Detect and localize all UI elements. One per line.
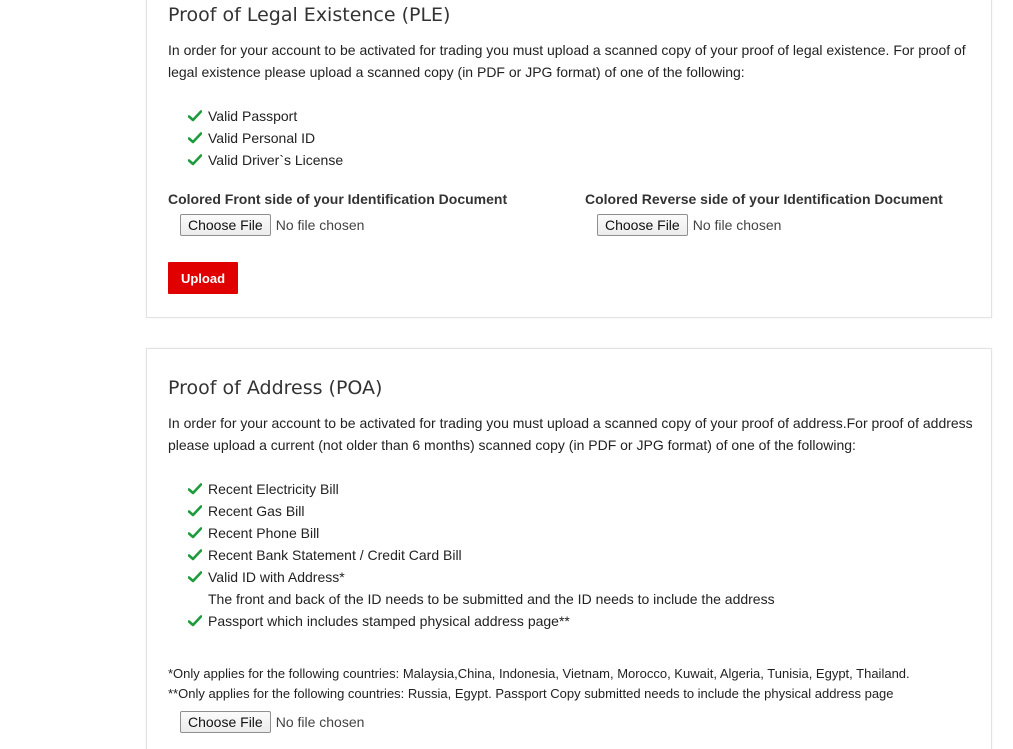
list-item — [188, 478, 775, 500]
check-icon — [188, 571, 202, 583]
list-item — [188, 127, 343, 149]
check-icon — [188, 154, 202, 166]
choose-file-button[interactable]: Choose File — [180, 214, 271, 236]
reverse-document-label: Colored Reverse side of your Identification Document — [585, 191, 943, 207]
front-document-label: Colored Front side of your Identification Document — [168, 191, 508, 207]
list-item-label: Valid Driver`s License — [208, 152, 344, 168]
footnote-countries: *Only applies for the following countries: Malaysia,China, Indonesia, Vietnam, Morocco, Kuwait, Algeria, Tunisia, Egypt, Thailand. — [168, 666, 910, 681]
list-item — [188, 500, 775, 522]
id-note: The front and back of the ID needs to be submitted and the ID needs to include the address — [208, 591, 775, 607]
ple-document-list — [188, 105, 343, 171]
ple-intro: In order for your account to be activated for trading you must upload a scanned copy of your proof of legal existence. For proof of legal existence please upload a scanned copy (in PDF or JPG format) of one of the following: — [168, 42, 966, 80]
poa-file-input[interactable] — [180, 711, 364, 733]
upload-button[interactable]: Upload — [168, 262, 238, 294]
list-item-label: Valid ID with Address* — [208, 569, 345, 585]
footnote-passport-countries: **Only applies for the following countries: Russia, Egypt. Passport Copy submitted needs to include the physical address page — [168, 686, 894, 701]
ple-panel — [146, 0, 992, 318]
check-icon — [188, 527, 202, 539]
check-icon — [188, 505, 202, 517]
check-icon — [188, 549, 202, 561]
choose-file-button[interactable]: Choose File — [180, 711, 271, 733]
poa-title: Proof of Address (POA) — [168, 377, 383, 399]
list-item-label: Passport which includes stamped physical address page** — [208, 613, 570, 629]
list-item — [188, 105, 343, 127]
check-icon — [188, 132, 202, 144]
list-item-label: Recent Phone Bill — [208, 525, 320, 541]
check-icon — [188, 483, 202, 495]
check-icon — [188, 110, 202, 122]
list-item-label: Valid Personal ID — [208, 130, 316, 146]
reverse-file-input[interactable] — [597, 214, 781, 236]
ple-title: Proof of Legal Existence (PLE) — [168, 4, 451, 26]
poa-panel — [146, 348, 992, 749]
list-item-label: Recent Electricity Bill — [208, 481, 339, 497]
list-item — [188, 610, 775, 632]
check-icon — [188, 615, 202, 627]
list-item — [188, 149, 343, 171]
list-item — [188, 544, 775, 566]
poa-document-list — [188, 478, 775, 632]
list-item — [188, 566, 775, 610]
front-file-input[interactable] — [180, 214, 364, 236]
file-status: No file chosen — [692, 217, 782, 233]
choose-file-button[interactable]: Choose File — [597, 214, 688, 236]
list-item-label: Valid Passport — [208, 108, 298, 124]
file-status: No file chosen — [275, 714, 365, 730]
file-status: No file chosen — [275, 217, 365, 233]
list-item — [188, 522, 775, 544]
poa-intro: In order for your account to be activated for trading you must upload a scanned copy of your proof of address.For proof of address please upload a current (not older than 6 months) scanned copy (in PDF or JPG format) of one of the following: — [168, 415, 973, 453]
list-item-label: Recent Bank Statement / Credit Card Bill — [208, 547, 462, 563]
list-item-label: Recent Gas Bill — [208, 503, 305, 519]
